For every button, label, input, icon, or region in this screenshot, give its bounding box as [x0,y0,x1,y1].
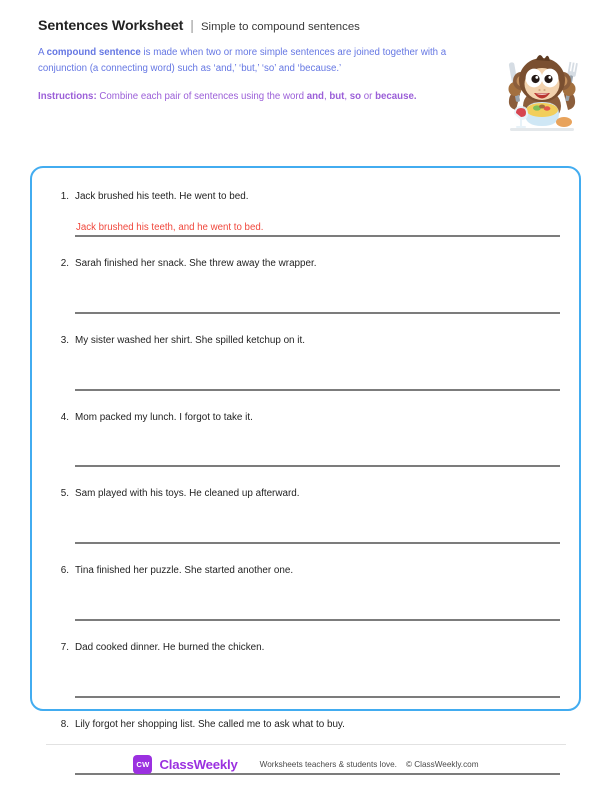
title-main: Sentences Worksheet [38,18,184,34]
list-item [56,487,555,544]
answer-line[interactable] [75,389,560,391]
exercise-prompt-row [56,257,555,271]
title-subtitle: Simple to compound sentences [200,21,360,33]
item-spacer [56,544,555,564]
item-spacer [56,621,555,641]
item-prompt: Lily forgot her shopping list. She called me to ask what to buy. [75,719,345,731]
item-spacer [56,467,555,487]
list-item [56,411,555,468]
instructions-sep-3: or [361,91,376,103]
list-item [56,190,555,237]
item-spacer [56,391,555,411]
intro-part-1: A [38,47,47,58]
item-prompt: My sister washed her shirt. She spilled ketchup on it. [75,334,305,346]
answer-area[interactable] [75,662,555,698]
title-divider: | [190,17,194,33]
item-prompt: Tina finished her puzzle. She started another one. [75,565,294,577]
exercise-prompt-row [56,564,555,578]
page-title [38,18,574,34]
brand-name: ClassWeekly [159,757,238,772]
item-number: 5. [60,488,69,500]
footer-tagline: Worksheets teachers & students love. [259,760,397,769]
page-footer [0,755,612,774]
item-prompt: Mom packed my lunch. I forgot to take it. [75,411,253,423]
example-answer: Jack brushed his teeth, and he went to bed. [76,221,264,233]
instructions-word-so: so [349,91,362,103]
exercise-prompt-row [56,718,555,732]
item-prompt: Sam played with his toys. He cleaned up afterward. [75,488,300,500]
answer-area[interactable] [75,211,555,237]
item-number: 7. [60,642,69,654]
instructions-sep-2: , [344,91,350,103]
exercise-prompt-row [56,641,555,655]
exercise-prompt-row [56,334,555,348]
answer-area[interactable] [75,508,555,544]
instructions-label: Instructions: [38,91,97,103]
intro-bold-term: compound sentence [46,47,141,58]
list-item [56,641,555,698]
monkey-mascot-icon [494,40,590,140]
item-spacer [56,698,555,718]
classweekly-badge-icon: CW [133,755,152,774]
footer-copyright: © ClassWeekly.com [405,760,479,769]
item-number: 2. [60,257,69,269]
item-number: 8. [60,719,69,731]
answer-area[interactable] [75,431,555,467]
intro-paragraph [38,45,468,76]
answer-line[interactable] [75,619,560,621]
instructions-word-because: because. [375,91,417,103]
item-prompt: Sarah finished her snack. She threw away the wrapper. [75,257,317,269]
instructions-part-1: Combine each pair of sentences using the word [96,91,307,103]
instructions-word-but: but [329,91,345,103]
exercise-prompt-row [56,190,555,204]
answer-area[interactable] [75,278,555,314]
exercise-prompt-row [56,487,555,501]
instructions-word-and: and [306,91,324,103]
item-number: 3. [60,334,69,346]
answer-line[interactable] [75,235,560,237]
answer-line[interactable] [75,696,560,698]
footer-divider [46,744,566,745]
item-number: 1. [60,191,69,202]
list-item [56,564,555,621]
answer-area[interactable] [75,355,555,391]
footer-tagline-group [260,760,479,769]
exercise-box [30,166,581,731]
item-prompt: Jack brushed his teeth. He went to bed. [75,191,249,202]
answer-line[interactable] [75,312,560,314]
item-number: 4. [60,411,69,423]
exercise-prompt-row [56,411,555,425]
instructions-sep-1: , [323,91,330,103]
answer-line[interactable] [75,465,560,467]
intro-part-2: is made when two or more simple sentences are joined together with a conjunction (a connecting word) such as ‘and,’ ‘but,’ ‘so’ and ‘because.’ [38,47,447,74]
answer-line[interactable] [75,542,560,544]
item-spacer [56,314,555,334]
list-item [56,334,555,391]
item-number: 6. [60,565,69,577]
item-spacer [56,237,555,257]
item-prompt: Dad cooked dinner. He burned the chicken. [75,642,265,654]
list-item [56,257,555,314]
answer-area[interactable] [75,585,555,621]
brand-logo[interactable] [133,755,237,774]
instructions-paragraph [38,89,438,105]
